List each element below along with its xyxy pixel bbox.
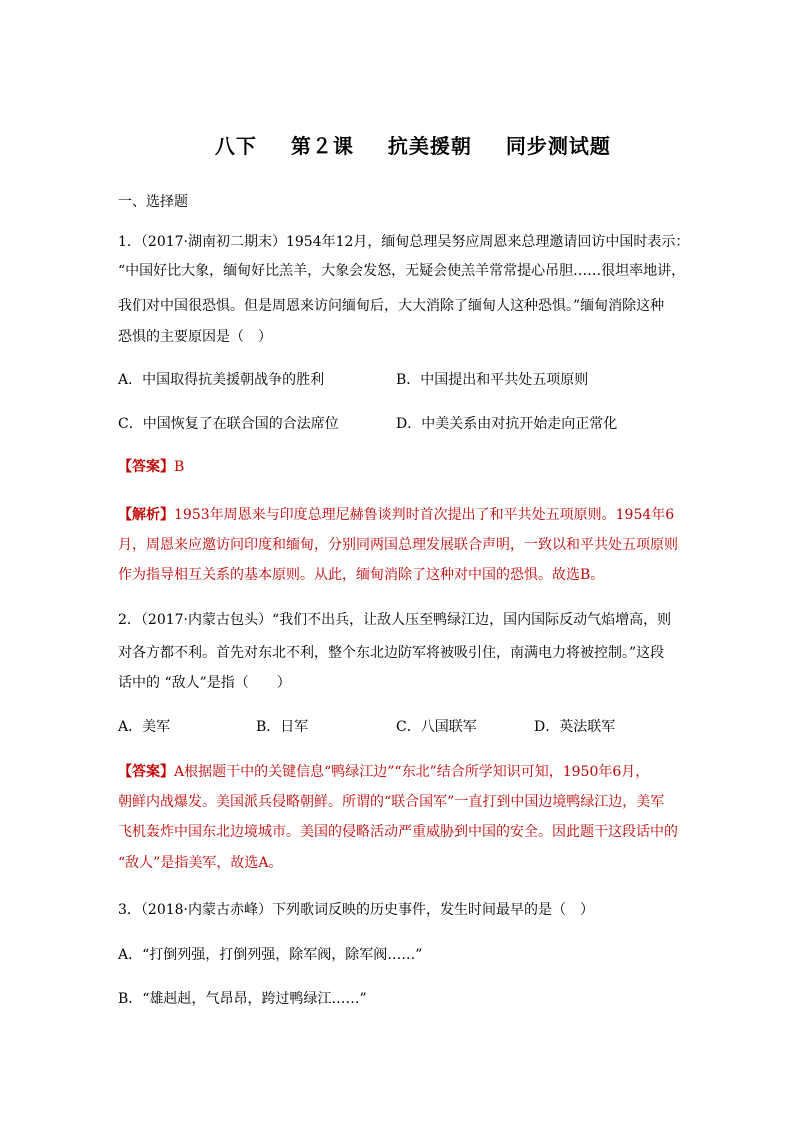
q1-answer-value: B: [174, 459, 185, 475]
q1-option-d: D．中美关系由对抗开始走向正常化: [396, 416, 618, 432]
q1-stem-line-4: 恐惧的主要原因是（ ）: [118, 329, 272, 345]
q1-stem-line-3: 我们对中国很恐惧。但是周恩来访问缅甸后，大大消除了缅甸人这种恐惧。”缅甸消除这种: [118, 298, 665, 314]
q2-answer-line-4: “敌人”是指美军，故选A。: [118, 855, 283, 871]
q1-option-c: C．中国恢复了在联合国的合法席位: [118, 416, 339, 432]
q2-option-b: B．日军: [256, 719, 309, 735]
q1-analysis-line-1: [118, 505, 674, 525]
q1-analysis-line-3: 作为指导相互关系的基本原则。从此，缅甸消除了这种对中国的恐惧。故选B。: [118, 567, 605, 583]
q2-option-a: A．美军: [118, 719, 171, 735]
q2-answer-line-2: 朝鲜内战爆发。美国派兵侵略朝鲜。所谓的“联合国军”一直打到中国边境鸭绿江边，美军: [118, 794, 665, 810]
q2-answer-line-3: 飞机轰炸中国东北边境城市。美国的侵略活动严重威胁到中国的安全。因此题干这段话中的: [118, 824, 678, 840]
q1-stem-line-1: 1．（2017·湖南初二期末）1954年12月，缅甸总理吴努应周恩来总理邀请回访中国时表示：: [118, 234, 690, 250]
q1-answer-tag: 【答案】: [118, 459, 174, 475]
q1-answer: [118, 457, 184, 477]
page-title: [0, 106, 794, 183]
q3-option-b: B．“雄赳赳，气昂昂，跨过鸭绿江……”: [118, 991, 367, 1007]
q1-analysis-text-1: 1953年周恩来与印度总理尼赫鲁谈判时首次提出了和平共处五项原则。1954年6: [174, 507, 675, 523]
q3-option-a: A．“打倒列强，打倒列强，除军阀，除军阀……”: [118, 947, 423, 963]
q1-stem-line-2: “中国好比大象，缅甸好比羔羊，大象会发怒，无疑会使羔羊常常提心吊胆……很坦率地讲，: [118, 263, 686, 279]
q2-stem-line-3: 话中的 “敌人”是指（ ）: [118, 675, 291, 691]
q3-stem: 3．（2018·内蒙古赤峰）下列歌词反映的历史事件，发生时间最早的是（ ）: [118, 902, 594, 918]
section-heading: 一、选择题: [118, 194, 188, 210]
q2-option-c: C．八国联军: [396, 719, 477, 735]
q2-answer-text-1: A根据题干中的关键信息“鸭绿江边”“东北”结合所学知识可知，1950年6月，: [174, 764, 650, 780]
q1-option-b: B．中国提出和平共处五项原则: [396, 372, 589, 388]
q2-stem-line-1: 2．（2017·内蒙古包头）“我们不出兵，让敌人压至鸭绿江边，国内国际反动气焰增高，则: [118, 612, 672, 628]
q2-answer-line-1: [118, 762, 649, 782]
q2-stem-line-2: 对各方都不利。首先对东北不利，整个东北边防军将被吸引住，南满电力将被控制。”这段: [118, 645, 665, 661]
title-type: 同步测试题: [505, 134, 611, 158]
q1-analysis-tag: 【解析】: [118, 507, 174, 523]
q2-answer-tag: 【答案】: [118, 764, 174, 780]
q1-option-a: A．中国取得抗美援朝战争的胜利: [118, 372, 325, 388]
title-lesson: 第２课: [290, 134, 354, 158]
title-topic: 抗美援朝: [387, 134, 472, 158]
q2-option-d: D．英法联军: [534, 719, 616, 735]
title-grade: 八下: [214, 134, 257, 158]
q1-analysis-line-2: 月，周恩来应邀访问印度和缅甸，分别同两国总理发展联合声明，一致以和平共处五项原则: [118, 537, 678, 553]
